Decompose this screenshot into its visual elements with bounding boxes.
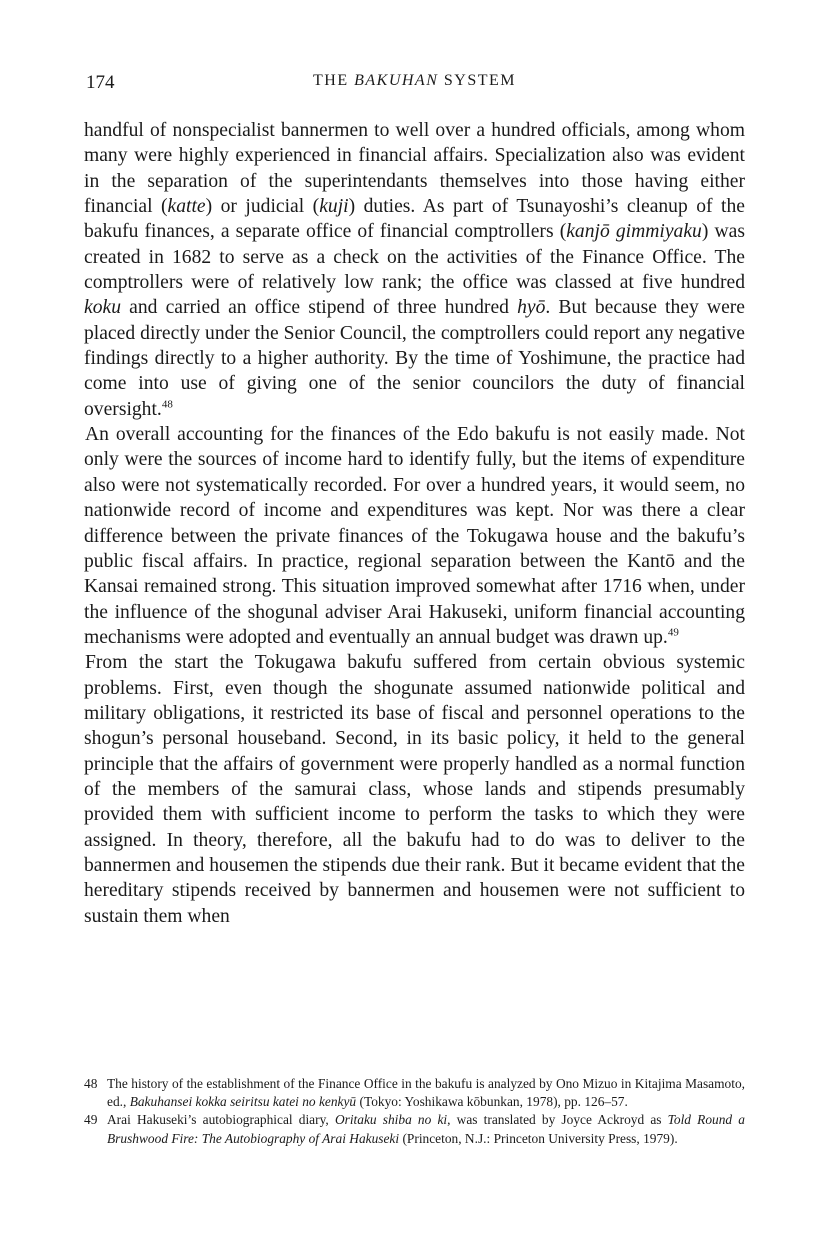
italic-term: kuji xyxy=(319,196,349,218)
text-run: An overall accounting for the finances of the Edo bakufu is not easily made. Not only were the sources of income hard to identify fully, but the items of expenditure also were not systematically recorded. For over a hundred years, it would seem, no nationwide record of income and expenditures was kept. Nor was there a clear difference between the private finances of the Tokugawa house and the bakufu’s public fiscal affairs. In practice, regional separation between the Kantō and the Kansai remained strong. This situation improved somewhat after 1716 when, under the influence of the shogunal adviser Arai Hakuseki, uniform financial accounting mechanisms were adopted and eventually an annual budget was drawn up. xyxy=(84,424,745,648)
footnote-ref: 49 xyxy=(667,626,679,639)
body-text xyxy=(84,118,745,929)
text-run: ) duties. As part of Tsunayoshi’s cleanup of the bakufu finances, a separate office of financial comptrollers ( xyxy=(84,196,745,243)
text-run: Arai Hakuseki’s autobiographical diary, xyxy=(107,1112,335,1128)
page-header xyxy=(84,72,745,96)
text-run: The history of the establishment of the Finance Office in the bakufu is analyzed by Ono Mizuo in Kitajima Masamoto, ed., xyxy=(107,1076,745,1110)
footnote-text xyxy=(107,1111,745,1147)
footnote xyxy=(84,1075,745,1111)
italic-term: hyō xyxy=(517,297,546,319)
footnote xyxy=(84,1111,745,1147)
footnote-number: 48 xyxy=(84,1076,98,1091)
footnotes xyxy=(84,1075,745,1148)
page-number: 174 xyxy=(86,72,115,93)
paragraph xyxy=(84,118,745,422)
text-run: , was translated by Joyce Ackroyd as xyxy=(447,1112,668,1128)
italic-term: Bakuhansei kokka seiritsu katei no kenkyū xyxy=(129,1094,357,1110)
text-run: handful of nonspecialist bannermen to well over a hundred officials, among whom many were highly experienced in financial affairs. Specialization also was evident in the separation of the superintendants themselves into those having either financial ( xyxy=(84,120,745,218)
italic-term: koku xyxy=(84,297,121,319)
running-head: THE BAKUHAN SYSTEM xyxy=(312,72,516,89)
italic-term: Oritaku shiba no ki xyxy=(334,1112,448,1128)
italic-term: Told Round a Brushwood Fire: The Autobiography of Arai Hakuseki xyxy=(107,1112,745,1146)
paragraph xyxy=(84,422,745,650)
footnote-number: 49 xyxy=(84,1112,98,1128)
text-run: and carried an office stipend of three hundred xyxy=(121,297,518,319)
italic-term: kanjō gimmiyaku xyxy=(566,221,702,243)
text-run: ) or judicial ( xyxy=(205,196,320,218)
text-run: . But because they were placed directly under the Senior Council, the comptrollers could report any negative findings directly to a higher authority. By the time of Yoshimune, the practice had come into use of giving one of the senior councilors the duty of financial oversight. xyxy=(84,297,745,420)
paragraph xyxy=(84,650,745,929)
text-run: (Tokyo: Yoshikawa kōbunkan, 1978), pp. 126–57. xyxy=(356,1094,628,1110)
text-run: From the start the Tokugawa bakufu suffered from certain obvious systemic problems. First, even though the shogunate assumed nationwide political and military obligations, it restricted its base of fiscal and personnel operations to the shogun’s personal houseband. Second, in its basic policy, it held to the general principle that the affairs of government were properly handled as a normal function of the members of the samurai class, whose lands and stipends presumably provided them with sufficient income to perform the tasks to which they were assigned. In theory, therefore, all the bakufu had to do was to deliver to the bannermen and housemen the stipends due their rank. But it became evident that the hereditary stipends received by bannermen and housemen were not sufficient to sustain them when xyxy=(84,652,745,927)
text-run: ) was created in 1682 to serve as a check on the activities of the Finance Office. The comptrollers were of relatively low rank; the office was classed at five hundred xyxy=(84,221,745,294)
italic-term: katte xyxy=(167,196,206,218)
footnote-text xyxy=(107,1075,745,1111)
footnote-ref: 48 xyxy=(161,398,173,411)
text-run: (Princeton, N.J.: Princeton University Press, 1979). xyxy=(399,1130,678,1146)
